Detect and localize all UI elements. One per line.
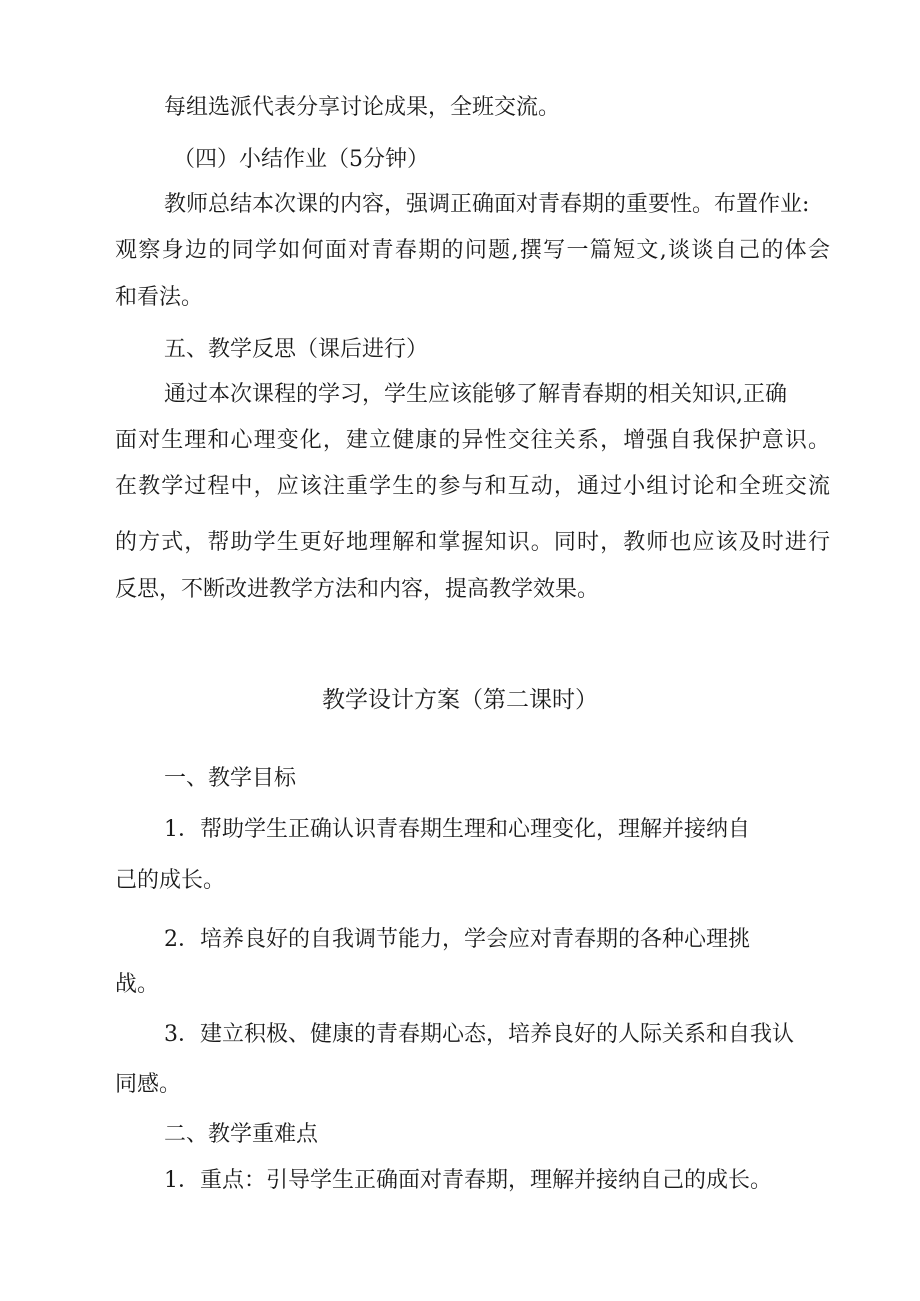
paragraph-summary-line-1: 教师总结本次课的内容，强调正确面对青春期的重要性。布置作业: [164, 192, 810, 217]
heading-teaching-goals: 一、教学目标 [164, 766, 297, 791]
goal-1-line-2: 己的成长。 [115, 868, 226, 893]
heading-teaching-reflection: 五、教学反思（课后进行） [164, 337, 429, 362]
paragraph-summary-line-2: 观察身边的同学如何面对青春期的问题,撰写一篇短文,谈谈自己的体会 [115, 238, 830, 263]
heading-key-and-difficult-points: 二、教学重难点 [164, 1122, 319, 1147]
goal-2-line-2: 战。 [115, 972, 160, 997]
paragraph-reflection-line-2: 面对生理和心理变化，建立健康的异性交往关系，增强自我保护意识。 [115, 428, 830, 453]
key-point-1: 1．重点：引导学生正确面对青春期，理解并接纳自己的成长。 [164, 1168, 772, 1193]
paragraph-summary-line-3: 和看法。 [115, 285, 204, 310]
paragraph-share: 每组选派代表分享讨论成果，全班交流。 [164, 95, 561, 120]
goal-3-line-1: 3．建立积极、健康的青春期心态，培养良好的人际关系和自我认 [164, 1022, 794, 1047]
goal-2-line-1: 2．培养良好的自我调节能力，学会应对青春期的各种心理挑 [164, 927, 750, 952]
goal-3-line-2: 同感。 [115, 1072, 182, 1097]
paragraph-reflection-line-5: 反思，不断改进教学方法和内容，提高教学效果。 [115, 577, 600, 602]
paragraph-reflection-line-1: 通过本次课程的学习，学生应该能够了解青春期的相关知识,正确 [164, 382, 787, 407]
paragraph-reflection-line-3: 在教学过程中，应该注重学生的参与和互动，通过小组讨论和全班交流 [115, 474, 830, 499]
document-title-second-lesson: 教学设计方案（第二课时） [322, 687, 598, 713]
paragraph-reflection-line-4: 的方式，帮助学生更好地理解和掌握知识。同时，教师也应该及时进行 [115, 530, 830, 555]
goal-1-line-1: 1．帮助学生正确认识青春期生理和心理变化，理解并接纳自 [164, 817, 750, 842]
subheading-summary-homework: （四）小结作业（5分钟） [173, 147, 429, 172]
